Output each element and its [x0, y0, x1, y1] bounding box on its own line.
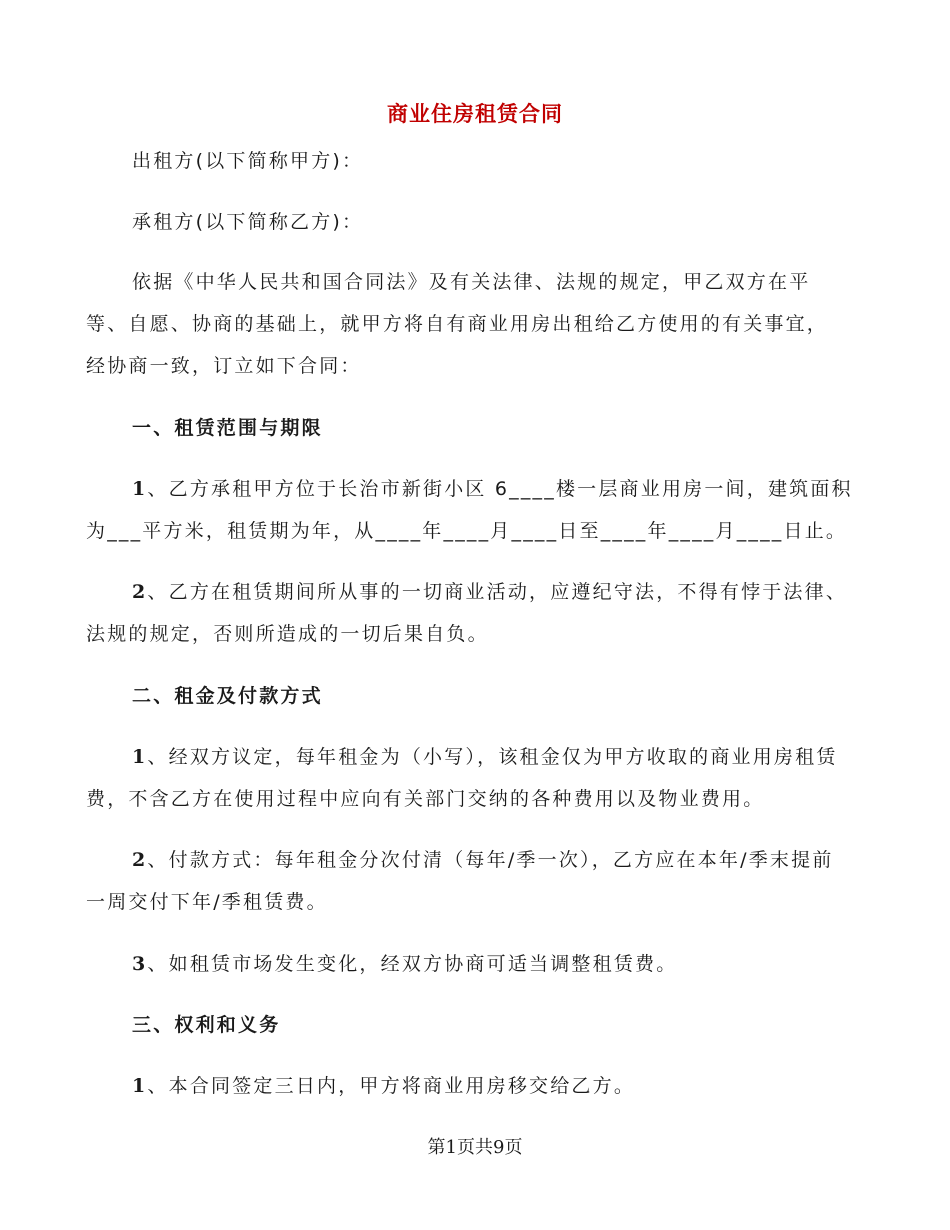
section-3-item-1-line-1 [132, 1072, 635, 1100]
section-1-heading: 一、租赁范围与期限 [132, 417, 323, 439]
section-2-item-3-line-1 [132, 950, 677, 978]
section-2-item-1-line-1 [132, 743, 838, 771]
lessee-line: 承租方(以下简称乙方)： [132, 211, 364, 233]
item-number: 2 [132, 581, 148, 603]
section-1-item-2-line-2: 法规的规定，否则所造成的一切后果自负。 [86, 623, 489, 645]
section-2-heading: 二、租金及付款方式 [132, 685, 323, 707]
item-number: 1 [132, 478, 148, 500]
document-title: 商业住房租赁合同 [387, 101, 563, 126]
item-text: 、经双方议定，每年租金为（小写），该租金仅为甲方收取的商业用房租赁 [147, 746, 838, 768]
intro-line-2: 等、自愿、协商的基础上，就甲方将自有商业用房出租给乙方使用的有关事宜， [86, 313, 829, 335]
item-number: 3 [132, 953, 148, 975]
lessor-line: 出租方(以下简称甲方)： [132, 150, 364, 172]
page-indicator: 第1页共9页 [427, 1137, 523, 1158]
section-1-item-1-line-2: 为___平方米，租赁期为年，从____年____月____日至____年____月____日止。 [86, 520, 848, 542]
item-number: 2 [132, 849, 148, 871]
item-text: 、如租赁市场发生变化，经双方协商可适当调整租赁费。 [147, 953, 678, 975]
item-text: 、本合同签定三日内，甲方将商业用房移交给乙方。 [147, 1075, 636, 1097]
section-2-item-1-line-2: 费，不含乙方在使用过程中应向有关部门交纳的各种费用以及物业费用。 [86, 788, 765, 810]
section-2-item-2-line-2: 一周交付下年/季租赁费。 [86, 891, 328, 913]
item-number: 1 [132, 1075, 148, 1097]
item-text: 、乙方承租甲方位于长治市新街小区 6____楼一层商业用房一间，建筑面积 [147, 478, 853, 500]
section-1-item-2-line-1 [132, 578, 847, 606]
item-text: 、乙方在租赁期间所从事的一切商业活动，应遵纪守法，不得有悖于法律、 [147, 581, 848, 603]
section-3-heading: 三、权利和义务 [132, 1014, 281, 1036]
section-1-item-1-line-1 [132, 475, 853, 503]
section-2-item-2-line-1 [132, 846, 834, 874]
intro-line-1: 依据《中华人民共和国合同法》及有关法律、法规的规定，甲乙双方在平 [132, 271, 811, 293]
intro-line-3: 经协商一致，订立如下合同： [86, 355, 362, 377]
item-number: 1 [132, 746, 148, 768]
item-text: 、付款方式：每年租金分次付清（每年/季一次），乙方应在本年/季末提前 [147, 849, 834, 871]
